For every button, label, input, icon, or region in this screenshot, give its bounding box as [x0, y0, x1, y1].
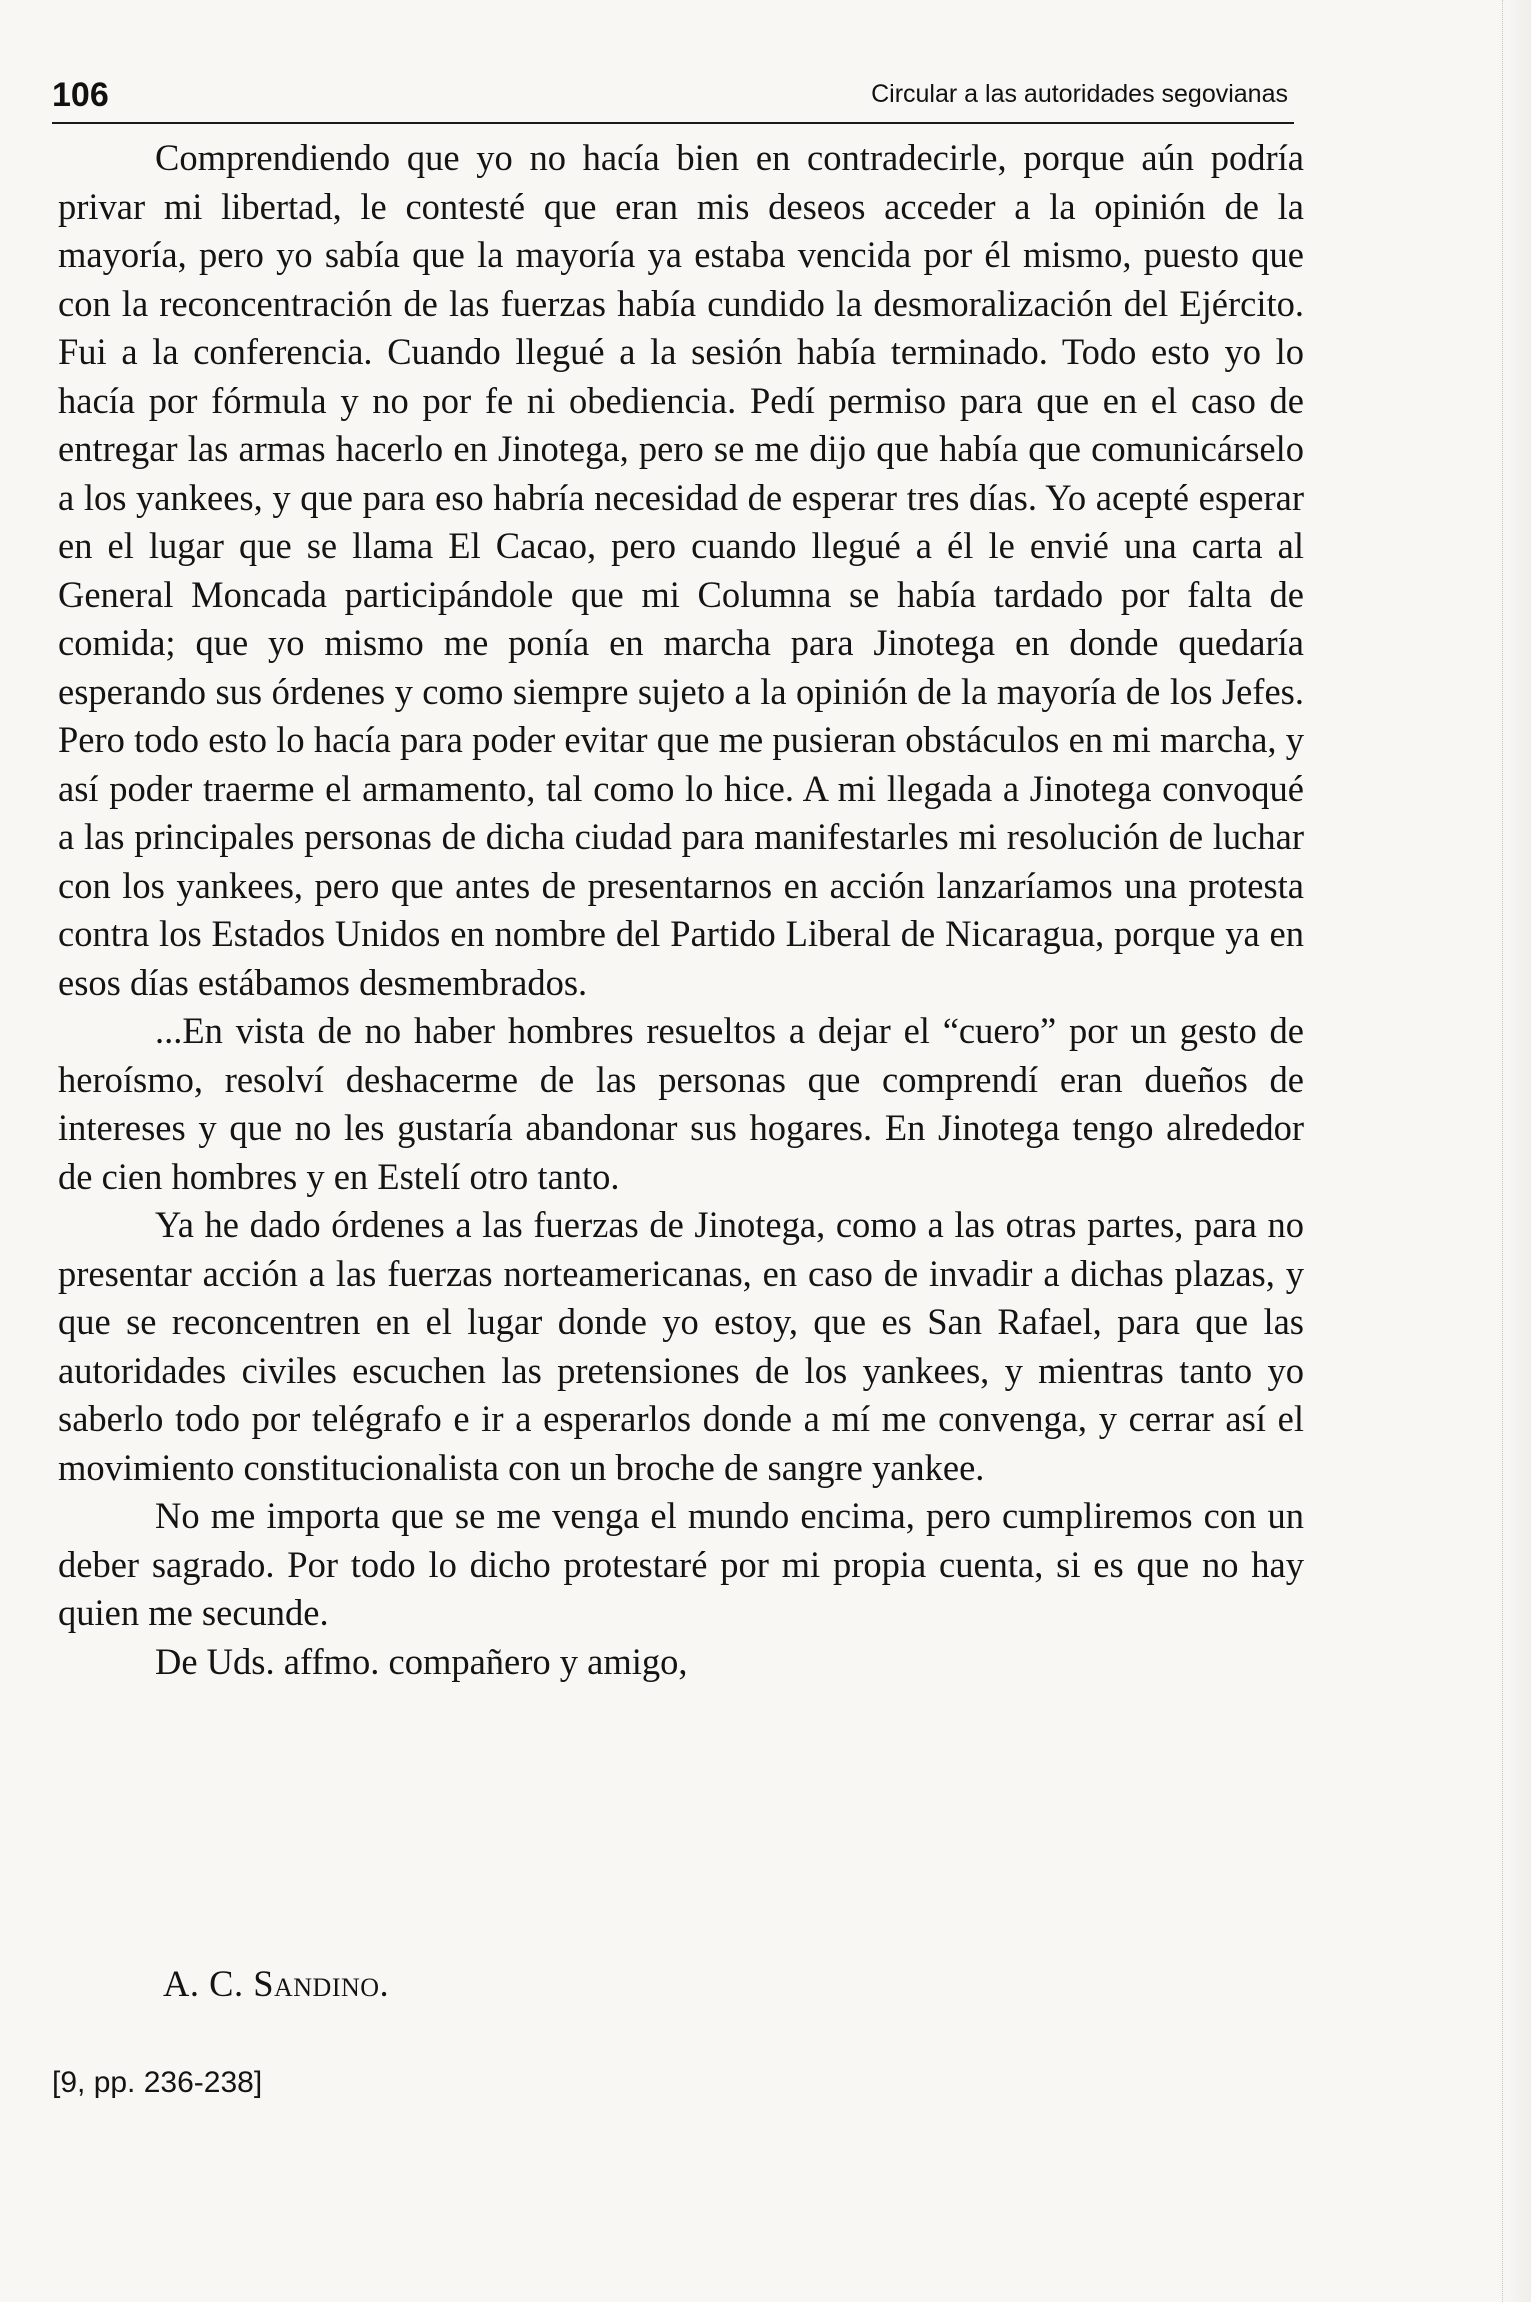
- closing-salutation: De Uds. affmo. compañero y amigo,: [155, 1640, 688, 1682]
- page-edge: [1502, 0, 1531, 2302]
- source-citation: [9, pp. 236-238]: [52, 2066, 263, 2099]
- page-header: [52, 70, 1294, 124]
- page-number: 106: [52, 76, 109, 114]
- paragraph: Comprendiendo que yo no hacía bien en contradecirle, porque aún podría privar mi libertad, le contesté que eran mis deseos acceder a la opinión de la mayoría, pero yo sabía que la mayoría ya estaba vencida por él mismo, puesto que con la reconcentración de las fuerzas había cundido la desmoralización del Ejército. Fui a la conferencia. Cuando llegué a la sesión había terminado. Todo esto yo lo hacía por fórmula y no por fe ni obediencia. Pedí permiso para que en el caso de entregar las armas hacerlo en Jinotega, pero se me dijo que había que comunicárselo a los yankees, y que para eso habría necesidad de esperar tres días. Yo acepté esperar en el lugar que se llama El Cacao, pero cuando llegué a él le envié una carta al General Moncada participándole que mi Columna se había tardado por falta de comida; que yo mismo me ponía en marcha para Jinotega en donde quedaría esperando sus órdenes y como siempre sujeto a la opinión de la mayoría de los Jefes. Pero todo esto lo hacía para poder evitar que me pusieran obstáculos en mi marcha, y así poder traerme el armamento, tal como lo hice. A mi llegada a Jinotega convoqué a las principales personas de dicha ciudad para manifestarles mi resolución de luchar con los yankees, pero que antes de presentarnos en acción lanzaríamos una protesta contra los Estados Unidos en nombre del Partido Liberal de Nicaragua, porque ya en esos días estábamos desmembrados.: [58, 137, 1304, 1003]
- paragraph: Ya he dado órdenes a las fuerzas de Jinotega, como a las otras partes, para no presentar acción a las fuerzas norteamericanas, en caso de invadir a dichas plazas, y que se reconcentren en el lugar donde yo estoy, que es San Rafael, para que las autoridades civiles escuchen las pretensiones de los yankees, y mientras tanto yo saberlo todo por telégrafo e ir a esperarlos donde a mí me convenga, y cerrar así el movimiento constitucionalista con un broche de sangre yankee.: [58, 1204, 1304, 1488]
- signature: A. C. Sandino.: [163, 1963, 390, 2004]
- paragraph: No me importa que se me venga el mundo encima, pero cumpliremos con un deber sagrado. Por todo lo dicho protestaré por mi propia cuenta, si es que no hay quien me secunde.: [58, 1495, 1304, 1633]
- paragraph: ...En vista de no haber hombres resueltos a dejar el “cuero” por un gesto de heroísmo, resolví deshacerme de las personas que comprendí eran dueños de intereses y que no les gustaría abandonar sus hogares. En Jinotega tengo alrededor de cien hombres y en Estelí otro tanto.: [58, 1010, 1304, 1197]
- body-text: [58, 134, 1304, 1686]
- running-head: Circular a las autoridades segovianas: [871, 80, 1288, 108]
